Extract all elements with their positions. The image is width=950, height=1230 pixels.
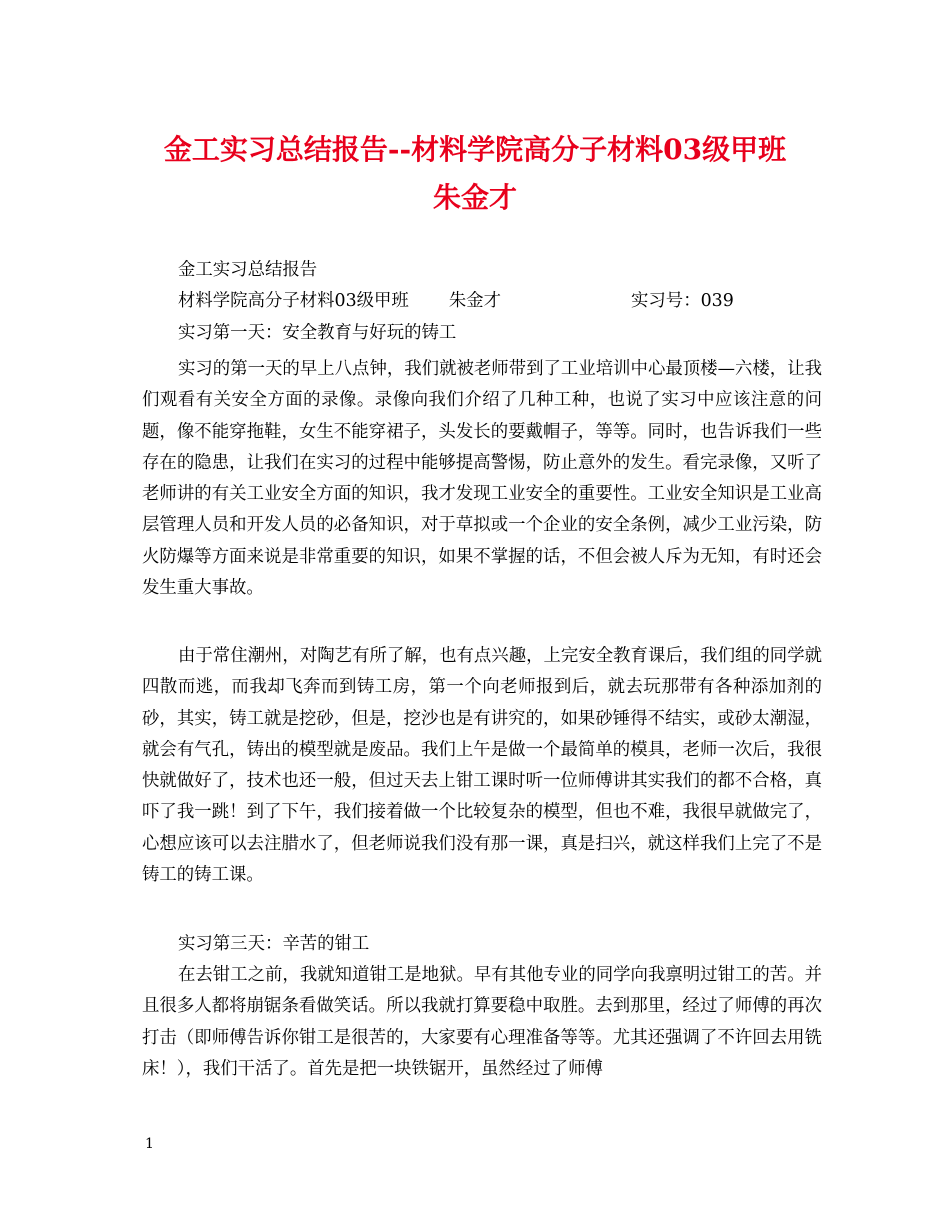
- student-name: 朱金才: [448, 291, 502, 312]
- report-name-line: [142, 255, 822, 286]
- paragraph-day1-safety: [142, 354, 822, 604]
- author-info-line: [142, 286, 822, 317]
- section-heading-day1: 实习第一天：安全教育与好玩的铸工: [178, 322, 457, 343]
- document-title-line-2: 朱金才: [432, 181, 517, 214]
- report-name: 金工实习总结报告: [178, 260, 318, 280]
- paragraph-text: 在去钳工之前，我就知道钳工是地狱。早有其他专业的同学向我禀明过钳工的苦。并且很多人都将崩锯条看做笑话。所以我就打算要稳中取胜。去到那里，经过了师傅的再次打击（即师傅告诉你钳工是很苦的，大家要有心理准备等等。尤其还强调了不许回去用铣床！），我们干活了。首先是把一块铁锯开，虽然经过了师傅: [142, 965, 822, 1079]
- class-name: 材料学院高分子材料03级甲班: [178, 291, 409, 312]
- paragraph-text: 实习的第一天的早上八点钟，我们就被老师带到了工业培训中心最顶楼—六楼，让我们观看有关安全方面的录像。录像向我们介绍了几种工种，也说了实习中应该注意的问题，像不能穿拖鞋，女生不能穿裙子，头发长的要戴帽子，等等。同时，也告诉我们一些存在的隐患，让我们在实习的过程中能够提高警惕，防止意外的发生。看完录像，又听了老师讲的有关工业安全方面的知识，我才发现工业安全的重要性。工业安全知识是工业高层管理人员和开发人员的必备知识，对于草拟或一个企业的安全条例，减少工业污染，防火防爆等方面来说是非常重要的知识，如果不掌握的话，不但会被人斥为无知，有时还会发生重大事故。: [142, 359, 822, 599]
- report-header: [142, 255, 822, 349]
- paragraph-day1-casting: [142, 641, 822, 891]
- paragraph-day3-fitter: [142, 960, 822, 1085]
- internship-number: 实习号：039: [631, 291, 734, 312]
- paragraph-text: 由于常住潮州，对陶艺有所了解，也有点兴趣，上完安全教育课后，我们组的同学就四散而逃，而我却飞奔而到铸工房，第一个向老师报到后，就去玩那带有各种添加剂的砂，其实，铸工就是挖砂，但是，挖沙也是有讲究的，如果砂锤得不结实，或砂太潮湿，就会有气孔，铸出的模型就是废品。我们上午是做一个最简单的模具，老师一次后，我很快就做好了，技术也还一般，但过天去上钳工课时听一位师傅讲其实我们的都不合格，真吓了我一跳！到了下午，我们接着做一个比较复杂的模型，但也不难，我很早就做完了，心想应该可以去注腊水了，但老师说我们没有那一课，真是扫兴，就这样我们上完了不是铸工的铸工课。: [142, 646, 822, 886]
- document-title-line-1: 金工实习总结报告--材料学院高分子材料03级甲班: [163, 133, 787, 166]
- page-number: 1: [145, 1136, 154, 1152]
- section-heading-day3: 实习第三天：辛苦的钳工: [178, 934, 370, 954]
